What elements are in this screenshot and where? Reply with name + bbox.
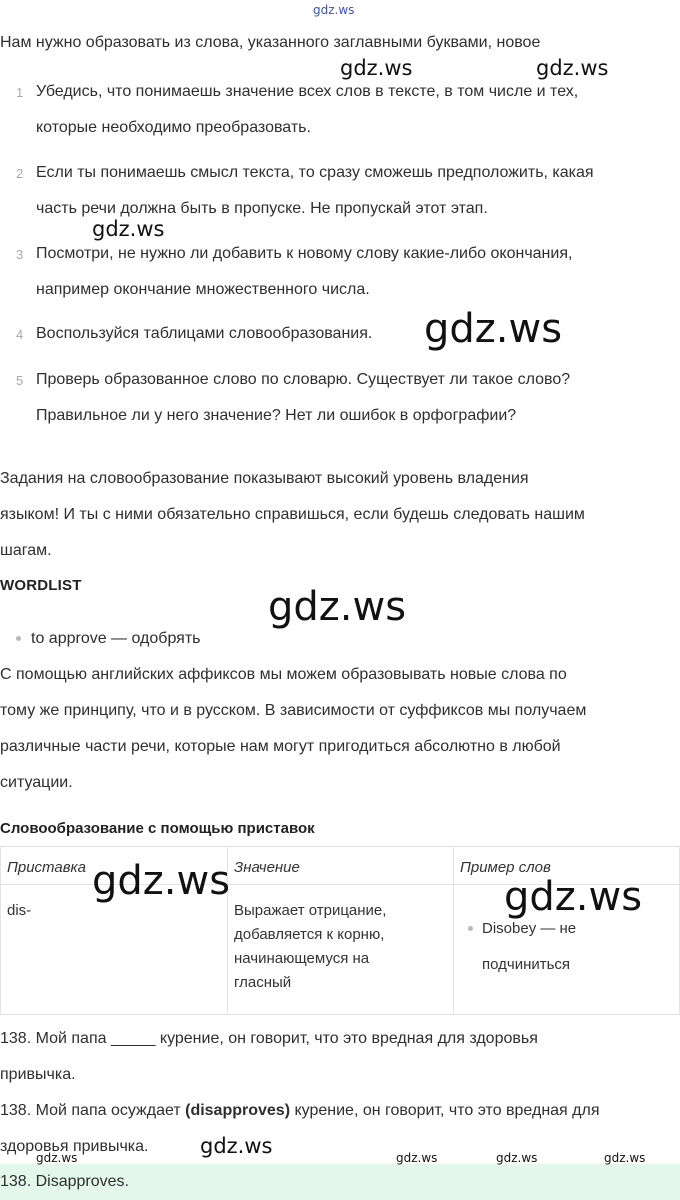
step-number: 2 [16,166,24,181]
step-text: например окончание множественного числа. [36,281,370,298]
watermark: gdz.ws [604,1151,646,1165]
watermark: gdz.ws [504,874,643,920]
solution-text: курение, он говорит, что это вредная для [290,1102,600,1119]
paragraph-line: ситуации. [0,774,73,791]
meaning-line: начинающемуся на [234,950,370,967]
column-header: Приставка [1,847,228,885]
step-text: Воспользуйся таблицами словообразования. [36,325,373,342]
step-text: Если ты понимаешь смысл текста, то сразу сможешь предположить, какая [36,164,594,181]
watermark: gdz.ws [496,1151,538,1165]
step-text: часть речи должна быть в пропуске. Не пропускай этот этап. [36,200,488,217]
paragraph-line: С помощью английских аффиксов мы можем образовывать новые слова по [0,666,567,683]
watermark: gdz.ws [340,56,413,80]
step-text: которые необходимо преобразовать. [36,119,311,136]
column-header: Значение [228,847,454,885]
bullet-icon [16,636,21,641]
watermark: gdz.ws [313,3,355,17]
watermark: gdz.ws [424,306,563,352]
list-item [16,630,201,648]
solution-line: здоровья привычка. [0,1138,149,1155]
watermark: gdz.ws [92,858,231,904]
watermark: gdz.ws [268,584,407,630]
meaning-line: гласный [234,974,292,991]
paragraph-line: шагам. [0,542,52,559]
step-number: 1 [16,85,24,100]
step-text: Убедись, что понимаешь значение всех слов в тексте, в том числе и тех, [36,83,579,100]
wordlist-heading: WORDLIST [0,577,82,594]
watermark: gdz.ws [92,217,165,241]
meaning-line: Выражает отрицание, [234,902,387,919]
paragraph-line: Задания на словообразование показывают высокий уровень владения [0,470,529,487]
table-cell [1,885,228,1015]
step-text: Правильное ли у него значение? Нет ли ошибок в орфографии? [36,407,517,424]
example-line: подчиниться [482,956,571,973]
prefix-value: dis- [7,902,32,919]
meaning-line: добавляется к корню, [234,926,385,943]
watermark: gdz.ws [36,1151,78,1165]
answer-text: 138. Disapproves. [0,1173,129,1190]
table-cell [228,885,454,1015]
example-line: Disobey — не [482,920,577,937]
solution-text: 138. Мой папа осуждает [0,1102,186,1119]
solution-answer-word: (disapproves) [185,1102,291,1119]
column-header: Пример слов [454,847,680,885]
exercise-line: привычка. [0,1066,76,1083]
solution-line [0,1093,676,1129]
intro-text: Нам нужно образовать из слова, указанного заглавными буквами, новое [0,34,541,51]
paragraph-line: языком! И ты с ними обязательно справишься, если будешь следовать нашим [0,506,585,523]
paragraph-line: тому же принципу, что и в русском. В зависимости от суффиксов мы получаем [0,702,587,719]
step-number: 5 [16,373,24,388]
step-number: 4 [16,327,24,342]
exercise-line: 138. Мой папа _____ курение, он говорит, что это вредная для здоровья [0,1030,538,1047]
step-text: Посмотри, не нужно ли добавить к новому слову какие-либо окончания, [36,245,573,262]
bullet-icon [468,926,473,931]
step-number: 3 [16,247,24,262]
step-text: Проверь образованное слово по словарю. Существует ли такое слово? [36,371,571,388]
table-heading: Словообразование с помощью приставок [0,820,315,837]
watermark: gdz.ws [200,1134,273,1158]
paragraph-line: различные части речи, которые нам могут пригодиться абсолютно в любой [0,738,561,755]
watermark: gdz.ws [536,56,609,80]
wordlist-item: to approve — одобрять [31,630,201,647]
watermark: gdz.ws [396,1151,438,1165]
